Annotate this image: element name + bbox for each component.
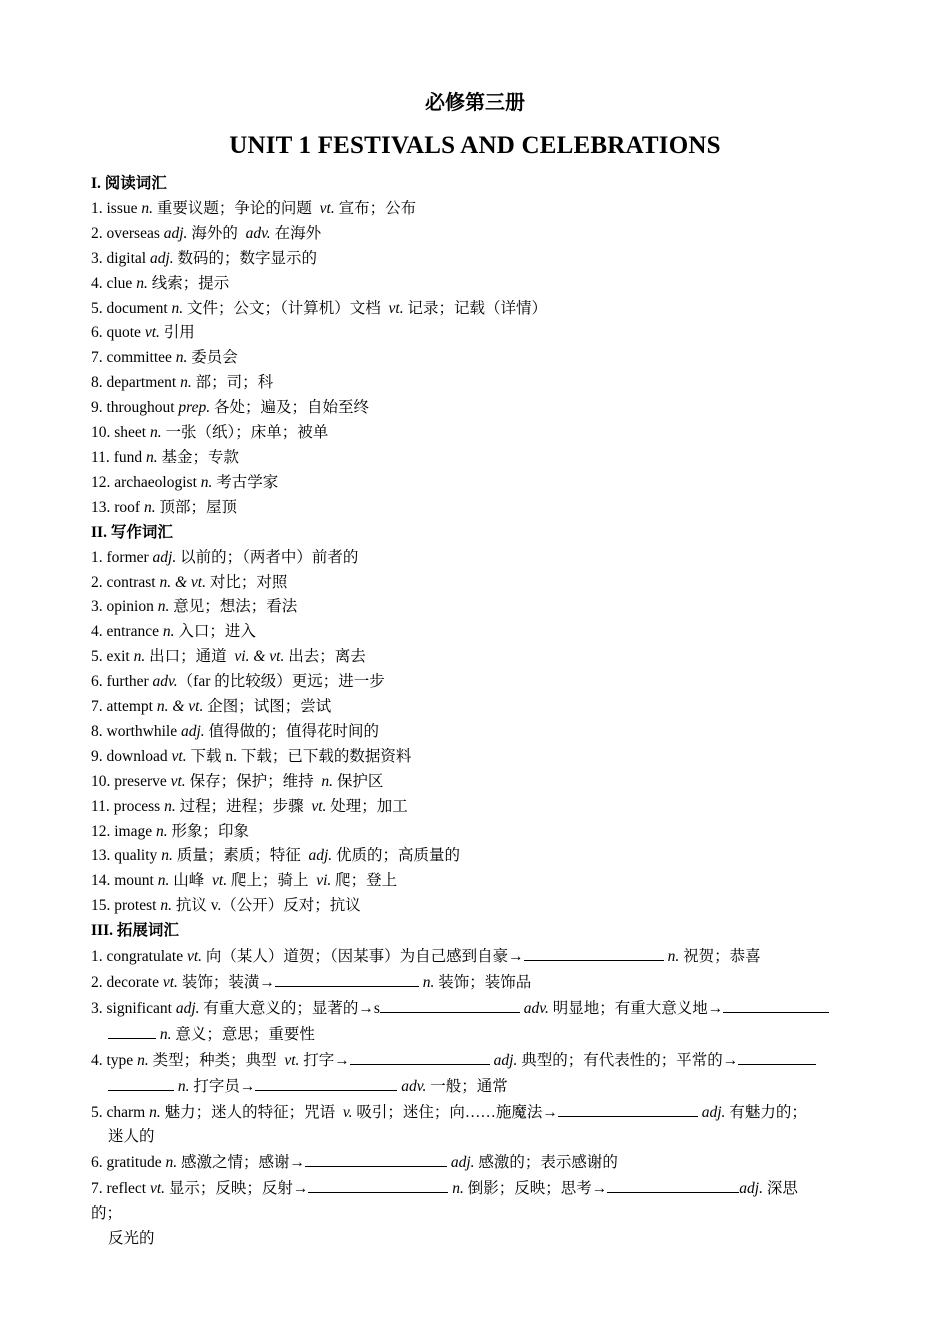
list-item: 6. further adv.（far 的比较级）更远；进一步 bbox=[91, 673, 385, 691]
list-item-continuation: 的； bbox=[91, 1205, 123, 1223]
answer-blank[interactable] bbox=[558, 1100, 698, 1117]
answer-blank[interactable] bbox=[350, 1048, 490, 1065]
list-item: 13. roof n. 顶部；屋顶 bbox=[91, 498, 237, 516]
answer-blank[interactable] bbox=[305, 1150, 447, 1167]
list-item: 1. former adj. 以前的；（两者中）前者的 bbox=[91, 548, 359, 566]
list-item: 9. download vt. 下载 n. 下载；已下载的数据资料 bbox=[91, 747, 412, 765]
list-item-continuation: 迷人的 bbox=[108, 1128, 155, 1146]
list-item-continuation: n. 打字员→ adv. 一般；通常 bbox=[91, 1074, 861, 1100]
list-item-continuation: 反光的 bbox=[108, 1230, 155, 1248]
list-item: 8. department n. 部；司；科 bbox=[91, 374, 274, 392]
answer-blank[interactable] bbox=[607, 1176, 739, 1193]
list-item: 3. opinion n. 意见；想法；看法 bbox=[91, 598, 298, 616]
list-item: 12. archaeologist n. 考古学家 bbox=[91, 473, 279, 491]
list-item: 11. fund n. 基金；专款 bbox=[91, 448, 239, 466]
list-item: 6. quote vt. 引用 bbox=[91, 324, 195, 342]
list-item: 15. protest n. 抗议 v.（公开）反对；抗议 bbox=[91, 897, 361, 915]
list-item: 10. sheet n. 一张（纸）；床单；被单 bbox=[91, 424, 329, 442]
list-item: 3. digital adj. 数码的；数字显示的 bbox=[91, 249, 318, 267]
list-item: 2. contrast n. & vt. 对比；对照 bbox=[91, 573, 288, 591]
answer-blank[interactable] bbox=[308, 1176, 448, 1193]
list-item: 12. image n. 形象；印象 bbox=[91, 822, 250, 840]
list-item: 11. process n. 过程；进程；步骤 vt. 处理；加工 bbox=[91, 797, 408, 815]
list-item: 13. quality n. 质量；素质；特征 adj. 优质的；高质量的 bbox=[91, 847, 461, 865]
list-item: 3. significant adj. 有重大意义的；显著的→s adv. 明显地；有重大意义地→ bbox=[91, 996, 861, 1022]
list-item: 6. gratitude n. 感激之情；感谢→ adj. 感激的；表示感谢的 bbox=[91, 1150, 861, 1176]
list-item: 9. throughout prep. 各处；遍及；自始至终 bbox=[91, 399, 370, 417]
vocabulary-content bbox=[91, 172, 861, 1252]
list-item: 4. entrance n. 入口；进入 bbox=[91, 623, 256, 641]
section-heading-writing: II. 写作词汇 bbox=[91, 523, 173, 541]
answer-blank[interactable] bbox=[524, 944, 664, 961]
list-item: 14. mount n. 山峰 vt. 爬上；骑上 vi. 爬；登上 bbox=[91, 872, 398, 890]
list-item: 7. reflect vt. 显示；反映；反射→ n. 倒影；反映；思考→ adj. 深思 bbox=[91, 1176, 861, 1202]
answer-blank[interactable] bbox=[723, 996, 829, 1013]
answer-blank[interactable] bbox=[738, 1048, 816, 1065]
list-item: 2. overseas adj. 海外的 adv. 在海外 bbox=[91, 224, 322, 242]
book-title: 必修第三册 bbox=[425, 92, 525, 114]
section-heading-extension: III. 拓展词汇 bbox=[91, 922, 179, 940]
answer-blank[interactable] bbox=[108, 1074, 174, 1091]
list-item: 2. decorate vt. 装饰；装潢→ n. 装饰；装饰品 bbox=[91, 970, 861, 996]
answer-blank[interactable] bbox=[380, 996, 520, 1013]
section-heading-reading: I. 阅读词汇 bbox=[91, 175, 167, 192]
answer-blank[interactable] bbox=[255, 1074, 397, 1091]
list-item: 10. preserve vt. 保存；保护；维持 n. 保护区 bbox=[91, 772, 384, 790]
unit-title: UNIT 1 FESTIVALS AND CELEBRATIONS bbox=[229, 132, 721, 159]
list-item: 4. clue n. 线索；提示 bbox=[91, 274, 230, 292]
list-item: 7. committee n. 委员会 bbox=[91, 349, 238, 367]
list-item: 5. document n. 文件；公文；（计算机）文档 vt. 记录；记载（详情） bbox=[91, 299, 547, 317]
list-item-continuation: n. 意义；意思；重要性 bbox=[91, 1022, 861, 1048]
answer-blank[interactable] bbox=[275, 970, 419, 987]
list-item: 4. type n. 类型；种类；典型 vt. 打字→ adj. 典型的；有代表性的；平常的→ bbox=[91, 1048, 861, 1074]
answer-blank[interactable] bbox=[108, 1022, 156, 1039]
list-item: 7. attempt n. & vt. 企图；试图；尝试 bbox=[91, 698, 332, 716]
list-item: 5. exit n. 出口；通道 vi. & vt. 出去；离去 bbox=[91, 648, 366, 666]
list-item: 1. congratulate vt. 向（某人）道贺；（因某事）为自己感到自豪→ n. 祝贺；恭喜 bbox=[91, 944, 861, 970]
list-item: 8. worthwhile adj. 值得做的；值得花时间的 bbox=[91, 722, 380, 740]
list-item: 1. issue n. 重要议题；争论的问题 vt. 宣布；公布 bbox=[91, 199, 417, 217]
list-item: 5. charm n. 魅力；迷人的特征；咒语 v. 吸引；迷住；向……施魔法→ adj. 有魅力的； bbox=[91, 1100, 861, 1126]
